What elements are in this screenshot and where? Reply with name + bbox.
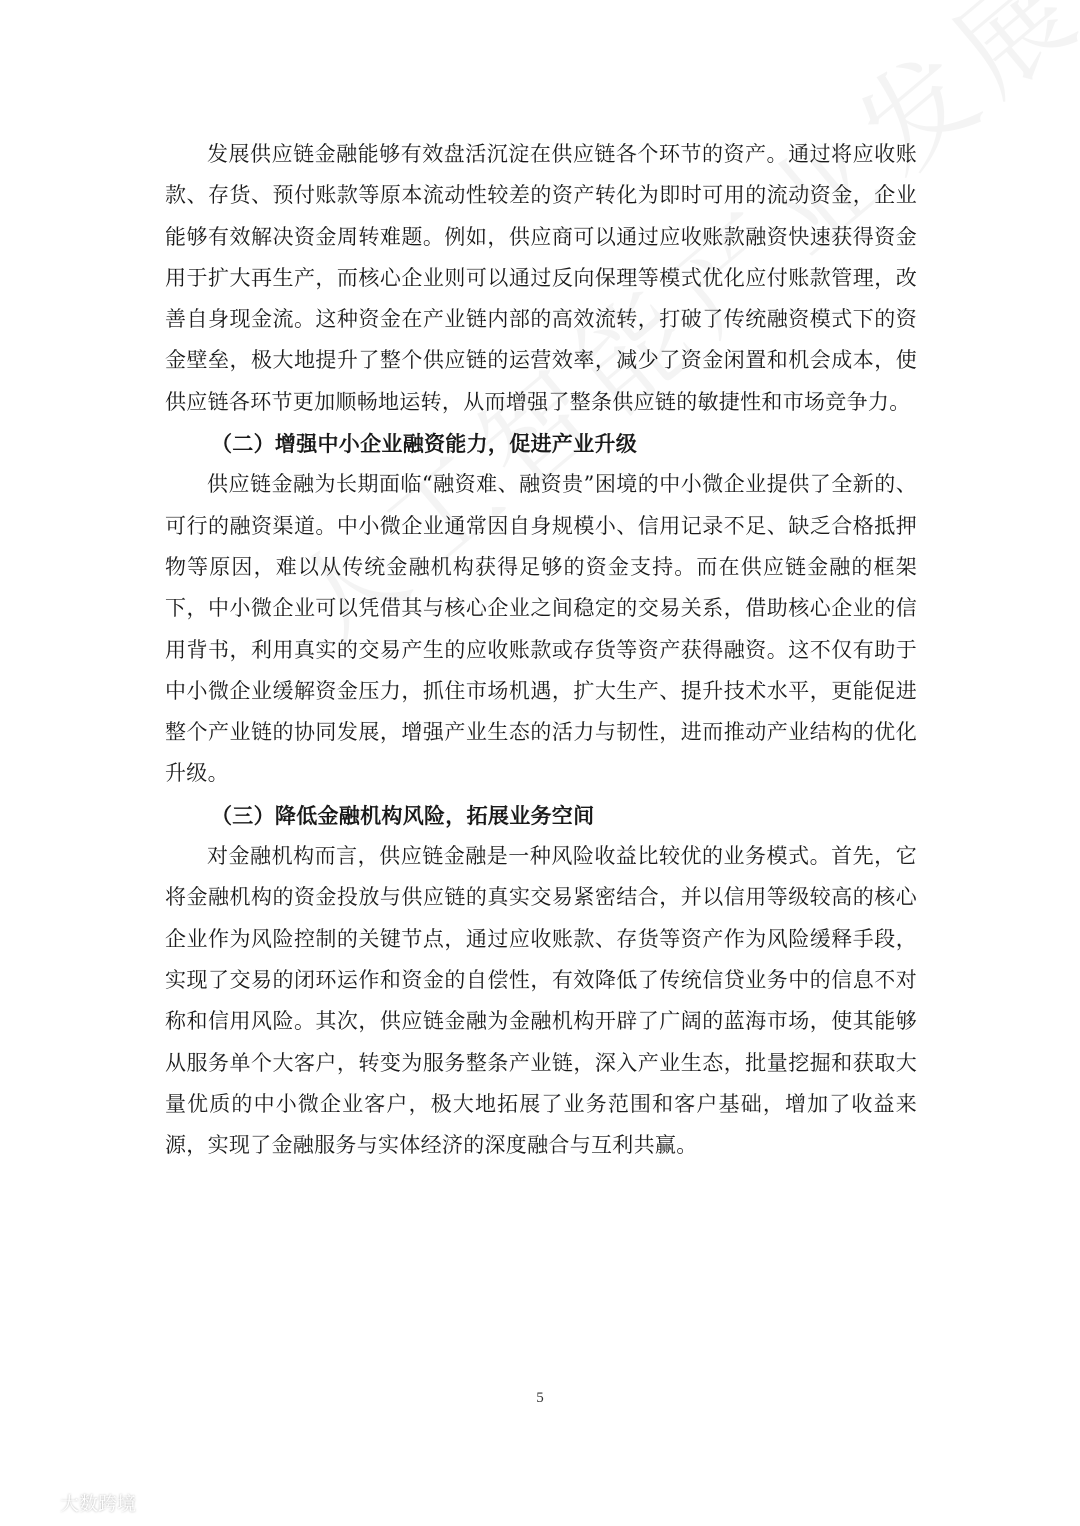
chat-bubble-logo-icon [10, 1491, 54, 1513]
section-heading-financial-risk: （三）降低金融机构风险，拓展业务空间 [211, 802, 595, 828]
paragraph-supply-chain-assets: 发展供应链金融能够有效盘活沉淀在供应链各个环节的资产。通过将应收账款、存货、预付账款等原本流动性较差的资产转化为即时可用的流动资金，企业能够有效解决资金周转难题。例如，供应商可以通过应收账款融资快速获得资金用于扩大再生产，而核心企业则可以通过反向保理等模式优化应付账款管理，改善自身现金流。这种资金在产业链内部的高效流转，打破了传统融资模式下的资金壁垒，极大地提升了整个供应链的运营效率，减少了资金闲置和机会成本，使供应链各环节更加顺畅地运转，从而增强了整条供应链的敏捷性和市场竞争力。 [165, 142, 917, 414]
section-heading-sme-financing: （二）增强中小企业融资能力，促进产业升级 [211, 431, 637, 457]
paragraph-financial-risk: 对金融机构而言，供应链金融是一种风险收益比较优的业务模式。首先，它将金融机构的资金投放与供应链的真实交易紧密结合，并以信用等级较高的核心企业作为风险控制的关键节点，通过应收账款、存货等资产作为风险缓释手段，实现了交易的闭环运作和资金的自偿性，有效降低了传统信贷业务中的信息不对称和信用风险。其次，供应链金融为金融机构开辟了广阔的蓝海市场，使其能够从服务单个大客户，转变为服务整条产业链，深入产业生态，批量挖掘和获取大量优质的中小微企业客户，极大地拓展了业务范围和客户基础，增加了收益来源，实现了金融服务与实体经济的深度融合与互利共赢。 [165, 844, 917, 1158]
page-number: 5 [536, 1390, 544, 1406]
brand-name: 大数跨境 [60, 1492, 137, 1515]
brand-watermark [10, 1486, 136, 1518]
paragraph-sme-financing: 供应链金融为长期面临“融资难、融资贵”困境的中小微企业提供了全新的、可行的融资渠道。中小微企业通常因自身规模小、信用记录不足、缺乏合格抵押物等原因，难以从传统金融机构获得足够的资金支持。而在供应链金融的框架下，中小微企业可以凭借其与核心企业之间稳定的交易关系，借助核心企业的信用背书，利用真实的交易产生的应收账款或存货等资产获得融资。这不仅有助于中小微企业缓解资金压力，抓住市场机遇，扩大生产、提升技术水平，更能促进整个产业链的协同发展，增强产业生态的活力与韧性，进而推动产业结构的优化升级。 [165, 472, 917, 786]
document-body [165, 134, 917, 1166]
